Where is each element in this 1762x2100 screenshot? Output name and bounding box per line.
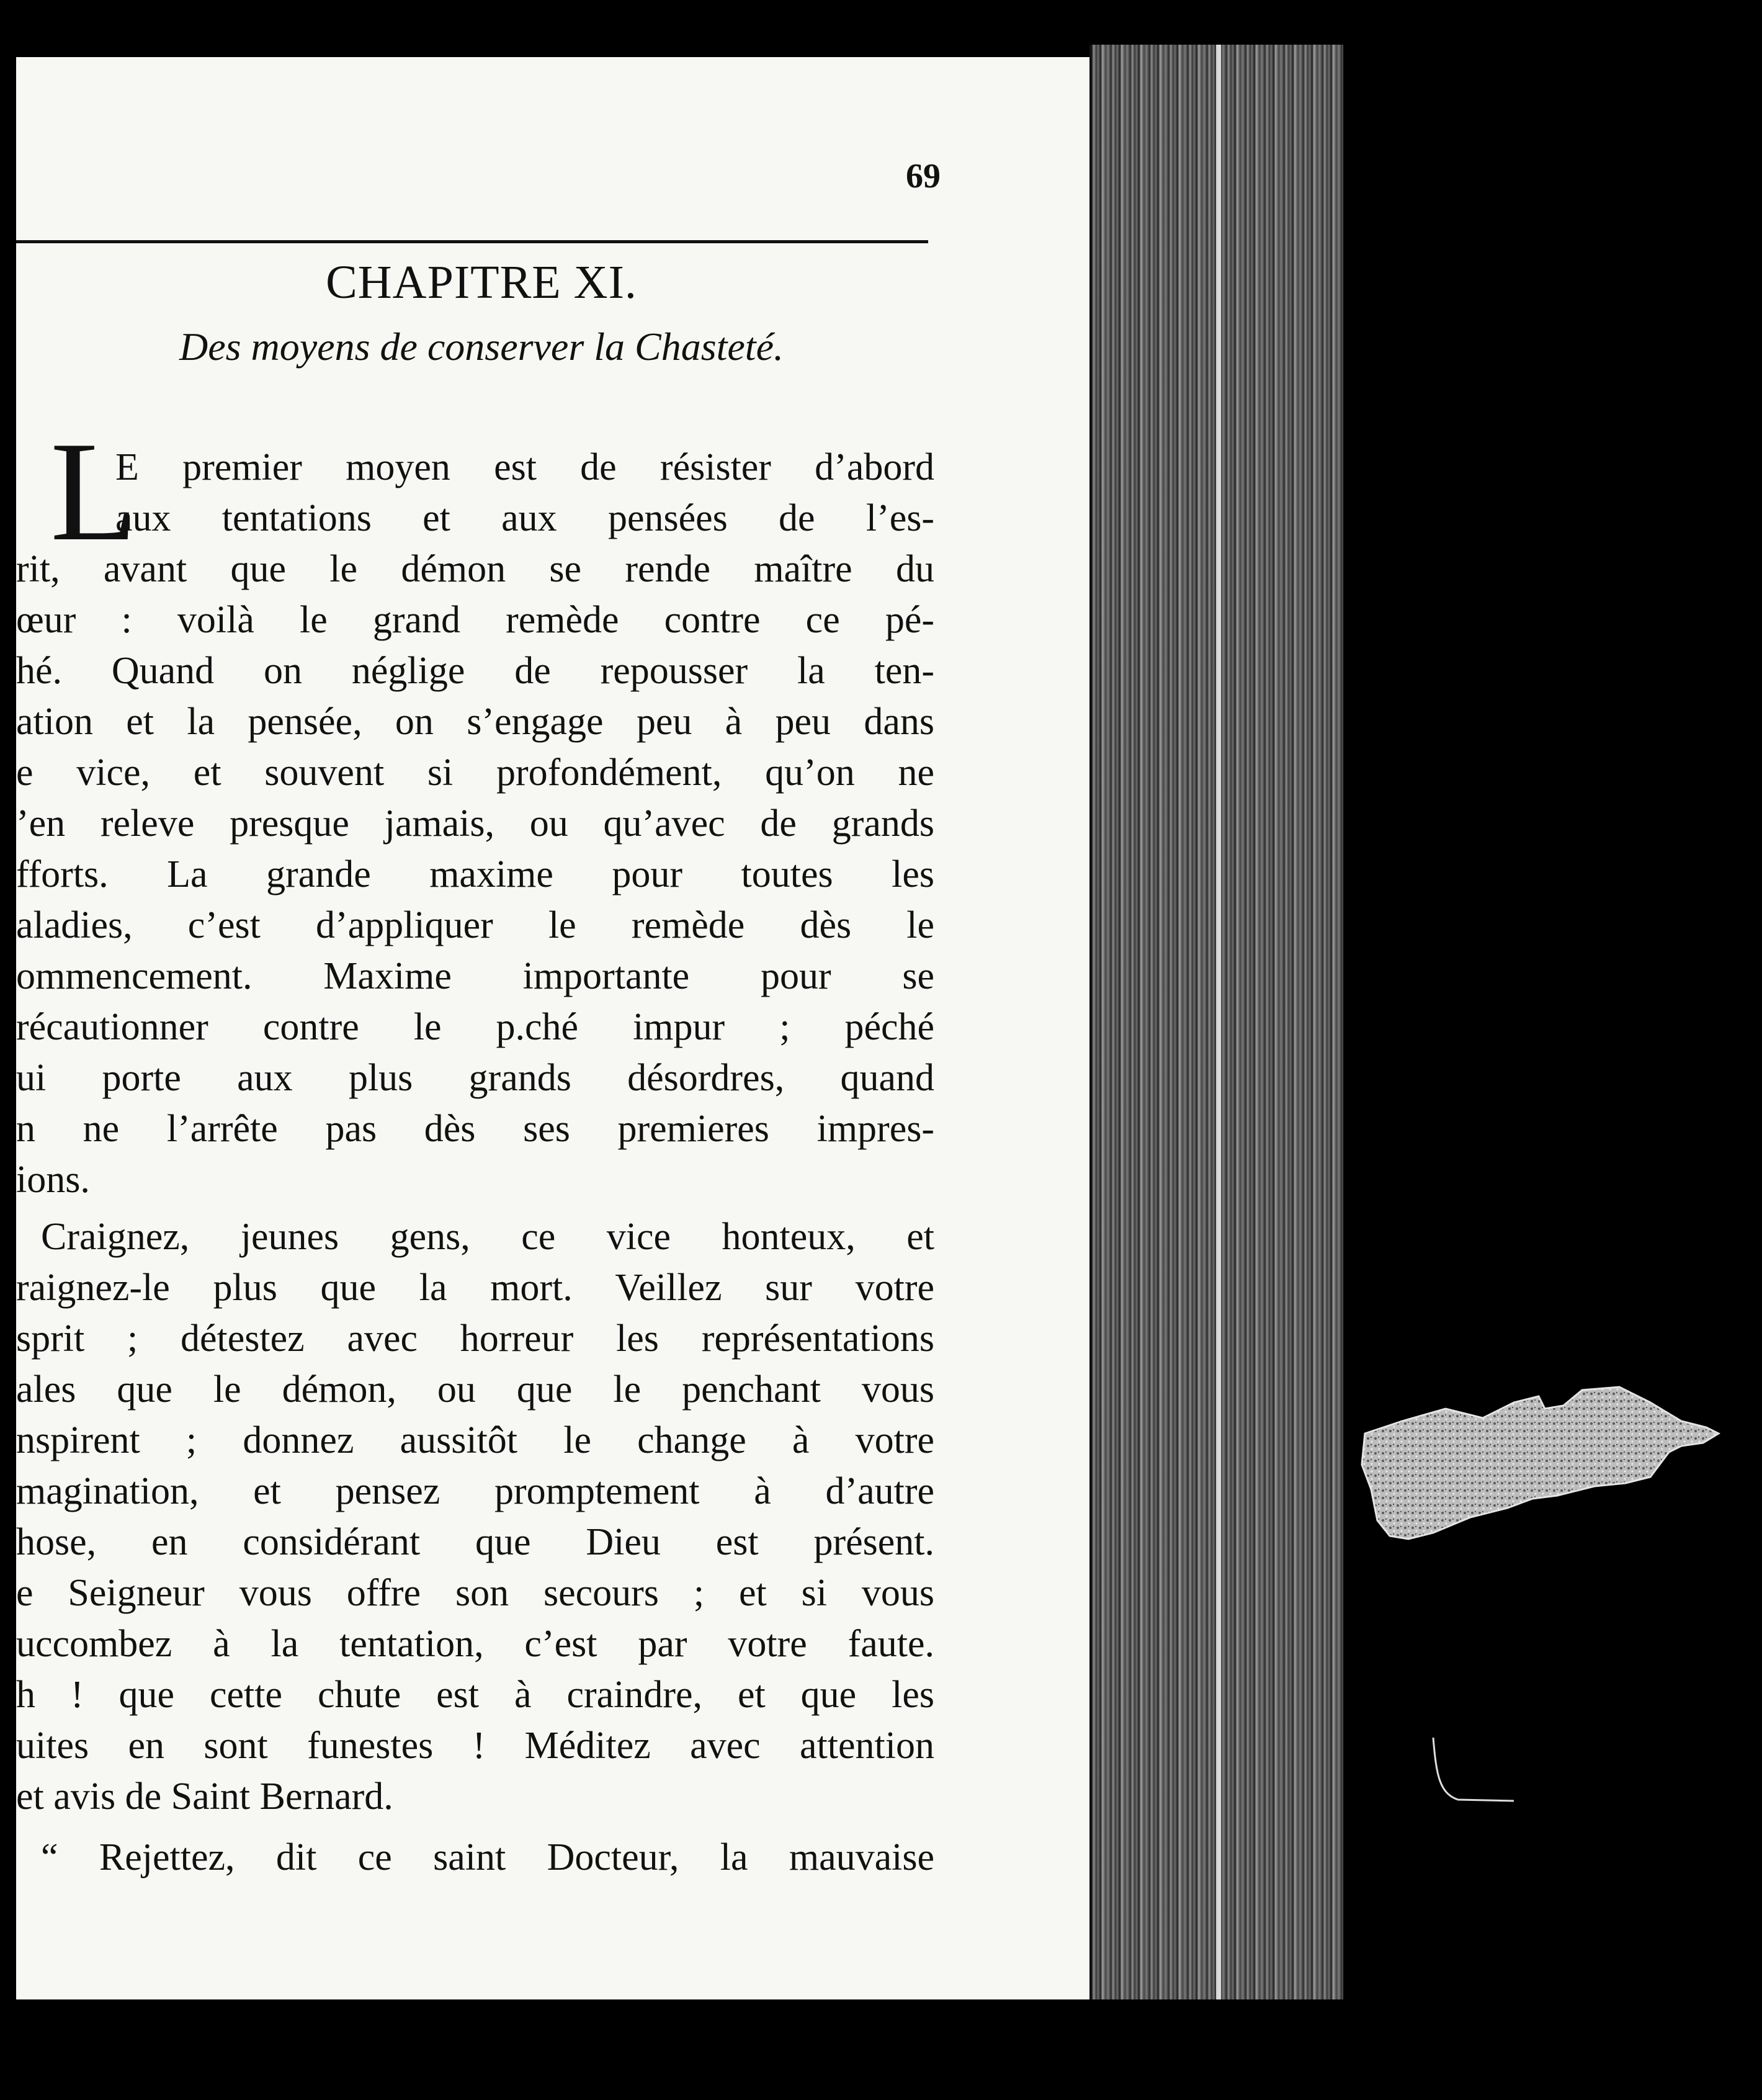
text-line: e Seigneur vous offre son secours ; et si vous	[16, 1572, 934, 1614]
paper-scrap-fragment	[1359, 1384, 1725, 1570]
text-line: rit, avant que le démon se rende maître du	[16, 548, 934, 590]
text-line: ation et la pensée, on s’engage peu à peu dans	[16, 701, 934, 743]
header-rule	[16, 240, 928, 243]
text-line: “ Rejettez, dit ce saint Docteur, la mauvaise	[41, 1836, 934, 1878]
paragraph-3	[16, 1832, 934, 1883]
text-line: récautionner contre le p.ché impur ; péché	[16, 1006, 934, 1048]
book-page	[16, 57, 1089, 1999]
book-fore-edge	[1089, 45, 1343, 1999]
text-line: et avis de Saint Bernard.	[16, 1775, 393, 1818]
text-line: raignez-le plus que la mort. Veillez sur votre	[16, 1267, 934, 1309]
text-line: h ! que cette chute est à craindre, et que les	[16, 1674, 934, 1716]
text-line: magination, et pensez promptement à d’autre	[16, 1470, 934, 1512]
text-line: e vice, et souvent si profondément, qu’on ne	[16, 752, 934, 794]
text-line: ions.	[16, 1159, 90, 1201]
text-line: sprit ; détestez avec horreur les représentations	[16, 1317, 934, 1360]
page-number: 69	[906, 157, 941, 195]
text-line: ’en releve presque jamais, ou qu’avec de grands	[16, 802, 934, 845]
text-line: Craignez, jeunes gens, ce vice honteux, et	[41, 1216, 934, 1258]
text-line: E premier moyen est de résister d’abord	[115, 446, 934, 488]
text-line: œur : voilà le grand remède contre ce pé-	[16, 599, 934, 641]
text-line: nspirent ; donnez aussitôt le change à votre	[16, 1419, 934, 1461]
text-line: ommencement. Maxime importante pour se	[16, 955, 934, 997]
text-line: ui porte aux plus grands désordres, quand	[16, 1057, 934, 1099]
text-line: hose, en considérant que Dieu est présent.	[16, 1521, 934, 1563]
text-line: ales que le démon, ou que le penchant vous	[16, 1368, 934, 1411]
drop-cap: L	[50, 412, 138, 570]
chapter-subtitle: Des moyens de conserver la Chasteté.	[179, 325, 784, 369]
paragraph-2	[16, 1211, 934, 1822]
text-line: uccombez à la tentation, c’est par votre faute.	[16, 1623, 934, 1665]
text-line: fforts. La grande maxime pour toutes les	[16, 853, 934, 895]
text-line: aux tentations et aux pensées de l’es-	[115, 497, 934, 539]
paragraph-1	[16, 442, 934, 1205]
stray-mark	[1421, 1738, 1545, 1874]
text-line: n ne l’arrête pas dès ses premieres impres-	[16, 1108, 934, 1150]
text-line: aladies, c’est d’appliquer le remède dès le	[16, 904, 934, 946]
text-line: hé. Quand on néglige de repousser la ten-	[16, 650, 934, 692]
text-line: uites en sont funestes ! Méditez avec attention	[16, 1725, 934, 1767]
chapter-title: CHAPITRE XI.	[326, 256, 637, 308]
